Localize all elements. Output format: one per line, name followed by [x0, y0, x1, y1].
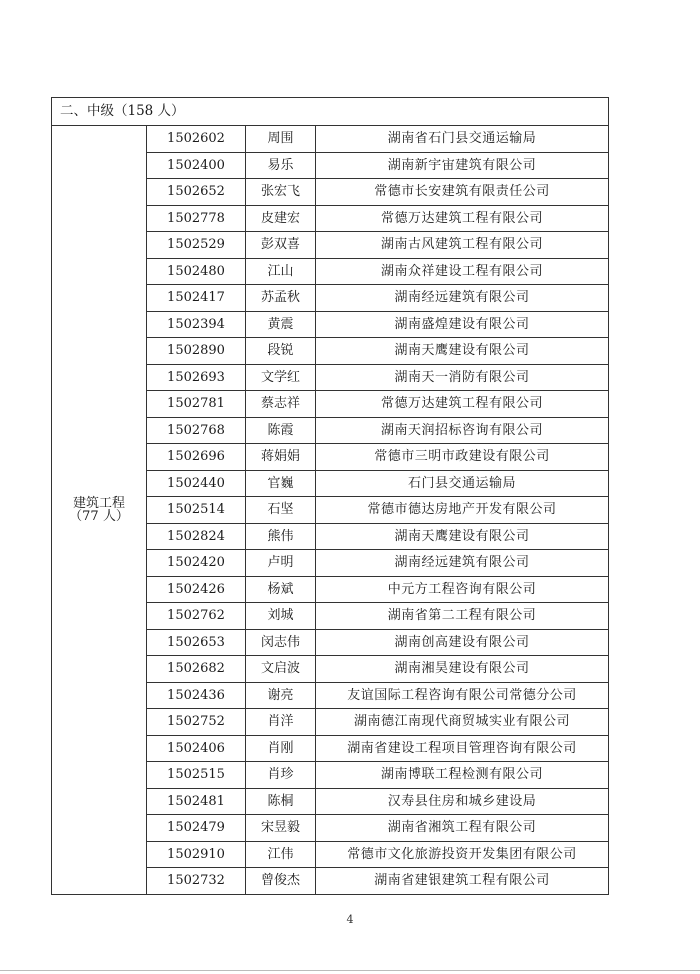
org-cell: 湖南天鹰建设有限公司: [316, 523, 609, 550]
name-cell: 文学红: [246, 364, 316, 391]
id-cell: 1502400: [147, 152, 246, 179]
id-cell: 1502768: [147, 417, 246, 444]
name-cell: 闵志伟: [246, 629, 316, 656]
org-cell: 石门县交通运输局: [316, 470, 609, 497]
id-cell: 1502481: [147, 788, 246, 815]
org-cell: 湖南盛煌建设有限公司: [316, 311, 609, 338]
name-cell: 蔡志祥: [246, 391, 316, 418]
id-cell: 1502394: [147, 311, 246, 338]
org-cell: 湖南经远建筑有限公司: [316, 285, 609, 312]
id-cell: 1502824: [147, 523, 246, 550]
id-cell: 1502426: [147, 576, 246, 603]
name-cell: 曾俊杰: [246, 868, 316, 895]
org-cell: 常德万达建筑工程有限公司: [316, 205, 609, 232]
name-cell: 肖洋: [246, 709, 316, 736]
org-cell: 湖南省建银建筑工程有限公司: [316, 868, 609, 895]
org-cell: 湖南天一消防有限公司: [316, 364, 609, 391]
org-cell: 湖南省建设工程项目管理咨询有限公司: [316, 735, 609, 762]
name-cell: 石坚: [246, 497, 316, 524]
org-cell: 汉寿县住房和城乡建设局: [316, 788, 609, 815]
id-cell: 1502696: [147, 444, 246, 471]
org-cell: 常德市长安建筑有限责任公司: [316, 179, 609, 206]
name-cell: 肖刚: [246, 735, 316, 762]
name-cell: 段锐: [246, 338, 316, 365]
bottom-rule: [0, 970, 700, 971]
org-cell: 常德市德达房地产开发有限公司: [316, 497, 609, 524]
name-cell: 皮建宏: [246, 205, 316, 232]
name-cell: 文启波: [246, 656, 316, 683]
org-cell: 湖南省湘筑工程有限公司: [316, 815, 609, 842]
org-cell: 友谊国际工程咨询有限公司常德分公司: [316, 682, 609, 709]
name-cell: 肖珍: [246, 762, 316, 789]
category-name: 建筑工程: [72, 495, 125, 511]
org-cell: 湖南德江南现代商贸城实业有限公司: [316, 709, 609, 736]
org-cell: 湖南博联工程检测有限公司: [316, 762, 609, 789]
name-cell: 卢明: [246, 550, 316, 577]
org-cell: 湖南古风建筑工程有限公司: [316, 232, 609, 259]
name-cell: 彭双喜: [246, 232, 316, 259]
org-cell: 湖南省石门县交通运输局: [316, 126, 609, 153]
name-cell: 江伟: [246, 841, 316, 868]
name-cell: 陈霞: [246, 417, 316, 444]
id-cell: 1502762: [147, 603, 246, 630]
org-cell: 湖南创高建设有限公司: [316, 629, 609, 656]
id-cell: 1502514: [147, 497, 246, 524]
roster-table: [51, 97, 609, 895]
page-number: 4: [346, 913, 354, 926]
id-cell: 1502480: [147, 258, 246, 285]
id-cell: 1502781: [147, 391, 246, 418]
id-cell: 1502602: [147, 126, 246, 153]
id-cell: 1502778: [147, 205, 246, 232]
section-title: 二、中级（158 人）: [52, 98, 609, 126]
id-cell: 1502693: [147, 364, 246, 391]
id-cell: 1502417: [147, 285, 246, 312]
id-cell: 1502732: [147, 868, 246, 895]
id-cell: 1502436: [147, 682, 246, 709]
name-cell: 谢亮: [246, 682, 316, 709]
id-cell: 1502440: [147, 470, 246, 497]
name-cell: 刘城: [246, 603, 316, 630]
id-cell: 1502515: [147, 762, 246, 789]
name-cell: 陈桐: [246, 788, 316, 815]
org-cell: 湖南众祥建设工程有限公司: [316, 258, 609, 285]
name-cell: 张宏飞: [246, 179, 316, 206]
org-cell: 湖南天润招标咨询有限公司: [316, 417, 609, 444]
name-cell: 杨斌: [246, 576, 316, 603]
name-cell: 蒋娟娟: [246, 444, 316, 471]
id-cell: 1502406: [147, 735, 246, 762]
name-cell: 熊伟: [246, 523, 316, 550]
name-cell: 周围: [246, 126, 316, 153]
org-cell: 湖南经远建筑有限公司: [316, 550, 609, 577]
table-row: [52, 126, 609, 153]
category-cell: [52, 126, 147, 895]
org-cell: 湖南湘昊建设有限公司: [316, 656, 609, 683]
org-cell: 湖南省第二工程有限公司: [316, 603, 609, 630]
id-cell: 1502420: [147, 550, 246, 577]
name-cell: 苏孟秋: [246, 285, 316, 312]
org-cell: 中元方工程咨询有限公司: [316, 576, 609, 603]
org-cell: 常德万达建筑工程有限公司: [316, 391, 609, 418]
id-cell: 1502752: [147, 709, 246, 736]
id-cell: 1502682: [147, 656, 246, 683]
org-cell: 常德市文化旅游投资开发集团有限公司: [316, 841, 609, 868]
id-cell: 1502890: [147, 338, 246, 365]
id-cell: 1502910: [147, 841, 246, 868]
section-header-row: [52, 98, 609, 126]
name-cell: 黄震: [246, 311, 316, 338]
id-cell: 1502653: [147, 629, 246, 656]
id-cell: 1502652: [147, 179, 246, 206]
id-cell: 1502529: [147, 232, 246, 259]
name-cell: 易乐: [246, 152, 316, 179]
org-cell: 湖南新宇宙建筑有限公司: [316, 152, 609, 179]
name-cell: 官巍: [246, 470, 316, 497]
category-count: （77 人）: [69, 508, 129, 524]
id-cell: 1502479: [147, 815, 246, 842]
org-cell: 湖南天鹰建设有限公司: [316, 338, 609, 365]
name-cell: 江山: [246, 258, 316, 285]
name-cell: 宋昱毅: [246, 815, 316, 842]
org-cell: 常德市三明市政建设有限公司: [316, 444, 609, 471]
